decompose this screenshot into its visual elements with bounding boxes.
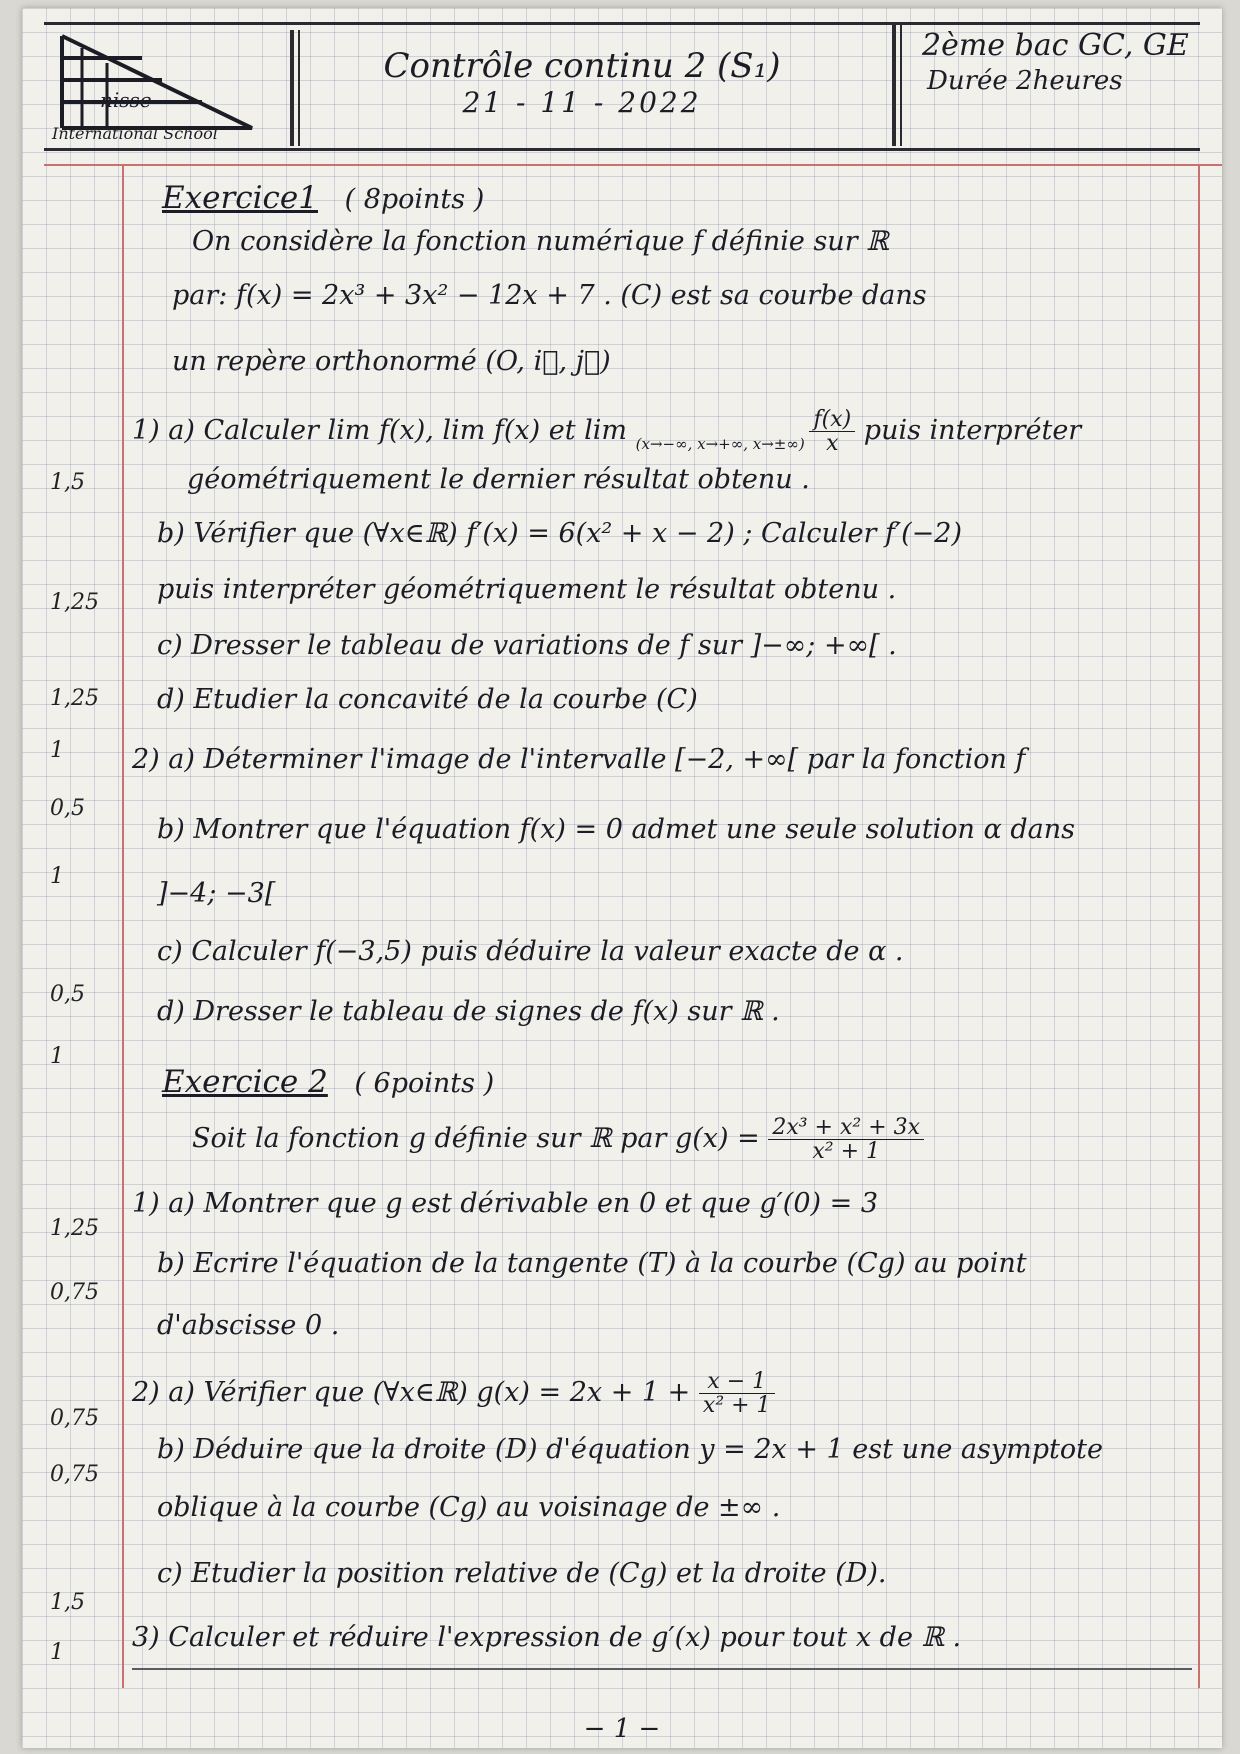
ex2-q2c: c) Etudier la position relative de (Cg) et la droite (D). (157, 1558, 887, 1589)
ex1-q1d: d) Etudier la concavité de la courbe (C) (157, 684, 698, 715)
points-ex2-2a: 0,75 (50, 1406, 99, 1431)
ex2-q2b-line2: oblique à la courbe (Cg) au voisinage de ±∞ . (157, 1492, 781, 1523)
points-ex2-2b: 0,75 (50, 1462, 99, 1487)
school-short-name: nisse (100, 88, 152, 112)
ex1-intro-3: un repère orthonormé (O, i⃗, j⃗) (172, 346, 611, 377)
header-divider-right-2 (900, 22, 902, 146)
ex1-q2c: c) Calculer f(−3,5) puis déduire la valeur exacte de α . (157, 936, 904, 967)
ex1-q2b-line1: b) Montrer que l'équation f(x) = 0 admet une seule solution α dans (157, 814, 1075, 845)
ex1-q1a-line1 (132, 408, 1212, 455)
ex1-q1b-line1: b) Vérifier que (∀x∈ℝ) f′(x) = 6(x² + x − 2) ; Calculer f′(−2) (157, 518, 962, 549)
ex2-q2a: 2) a) Vérifier que (∀x∈ℝ) g(x) = 2x + 1 + $\frac{x - 1}{\text{x² + 1}}$ (132, 1370, 1212, 1417)
red-margin-top (44, 164, 1222, 166)
page-number: − 1 − (583, 1714, 661, 1744)
header-divider-left (290, 30, 294, 146)
ex1-q1a-text: 1) a) Calculer lim f(x), lim f(x) et lim (132, 415, 628, 447)
school-logo-icon (52, 28, 272, 138)
points-1d: 1 (50, 738, 64, 763)
exam-title: Contrôle continu 2 (S₁) (383, 46, 781, 86)
points-1b: 1,25 (50, 590, 99, 615)
exercise1-points: ( 8points ) (344, 184, 485, 215)
exercise1-heading (162, 180, 1240, 216)
exercise2-points: ( 6points ) (354, 1068, 495, 1099)
red-margin-left (122, 166, 124, 1688)
points-ex2-1a: 1,25 (50, 1216, 99, 1241)
ex1-q2b-line2: ]−4; −3[ (157, 878, 276, 909)
exam-sheet (22, 8, 1222, 1748)
points-ex2-3: 1 (50, 1640, 64, 1665)
ex1-q2a: 2) a) Déterminer l'image de l'intervalle [−2, +∞[ par la fonction f (132, 744, 1026, 775)
header-top-rule (44, 22, 1200, 25)
ex1-q1a-fraction: $\frac{f(x)}{x}$ (809, 408, 855, 455)
ex1-q1a-post: puis interpréter (863, 415, 1082, 447)
ex2-g-fraction: $\frac{\text{2x³ + x² + 3x}}{\text{x² + 1}}$ (768, 1116, 924, 1163)
ex1-intro-2: par: f(x) = 2x³ + 3x² − 12x + 7 . (C) est sa courbe dans (172, 280, 927, 311)
ex2-q2a-fraction: $\frac{x - 1}{\text{x² + 1}}$ (699, 1370, 775, 1417)
ex1-q1a-line2: géométriquement le dernier résultat obtenu . (187, 464, 810, 495)
bottom-rule (132, 1668, 1192, 1670)
ex1-q1b-line2: puis interpréter géométriquement le résultat obtenu . (157, 574, 897, 605)
points-2d: 1 (50, 1044, 64, 1069)
points-ex2-1b: 0,75 (50, 1280, 99, 1305)
school-full-name: International School (52, 124, 218, 143)
ex2-q1b-line1: b) Ecrire l'équation de la tangente (T) à la courbe (Cg) au point (157, 1248, 1027, 1279)
exercise2-heading (162, 1064, 1240, 1100)
points-ex2-2c: 1,5 (50, 1590, 85, 1615)
header-bottom-rule (44, 148, 1200, 151)
points-1a: 1,5 (50, 470, 85, 495)
exam-level: 2ème bac GC, GE (922, 28, 1189, 63)
header-divider-right (892, 22, 896, 146)
header-divider-left-2 (298, 30, 300, 146)
points-2c: 0,5 (50, 982, 85, 1007)
exercise2-title: Exercice 2 (162, 1064, 328, 1100)
ex2-q1a: 1) a) Montrer que g est dérivable en 0 et que g′(0) = 3 (132, 1188, 879, 1219)
ex1-q2d: d) Dresser le tableau de signes de f(x) sur ℝ . (157, 996, 780, 1027)
exam-duration: Durée 2heures (927, 66, 1123, 96)
ex2-q3: 3) Calculer et réduire l'expression de g′(x) pour tout x de ℝ . (132, 1622, 962, 1653)
exercise1-title: Exercice1 (162, 180, 318, 216)
ex2-q2b-line1: b) Déduire que la droite (D) d'équation y = 2x + 1 est une asymptote (157, 1434, 1103, 1465)
ex1-q1c: c) Dresser le tableau de variations de f sur ]−∞; +∞[ . (157, 630, 897, 661)
points-2b: 1 (50, 864, 64, 889)
ex1-q1a-lim-labels: (x→−∞, x→+∞, x→±∞) (635, 435, 810, 454)
exam-date: 21 - 11 - 2022 (462, 86, 702, 119)
points-2a: 0,5 (50, 796, 85, 821)
ex1-intro-1: On considère la fonction numérique f définie sur ℝ (192, 226, 889, 257)
points-1c: 1,25 (50, 686, 99, 711)
ex2-q1b-line2: d'abscisse 0 . (157, 1310, 340, 1341)
ex2-intro: Soit la fonction g définie sur ℝ par g(x) = $\frac{\text{2x³ + x² + 3x}}{\text{x² + 1}}$ (192, 1116, 1240, 1163)
